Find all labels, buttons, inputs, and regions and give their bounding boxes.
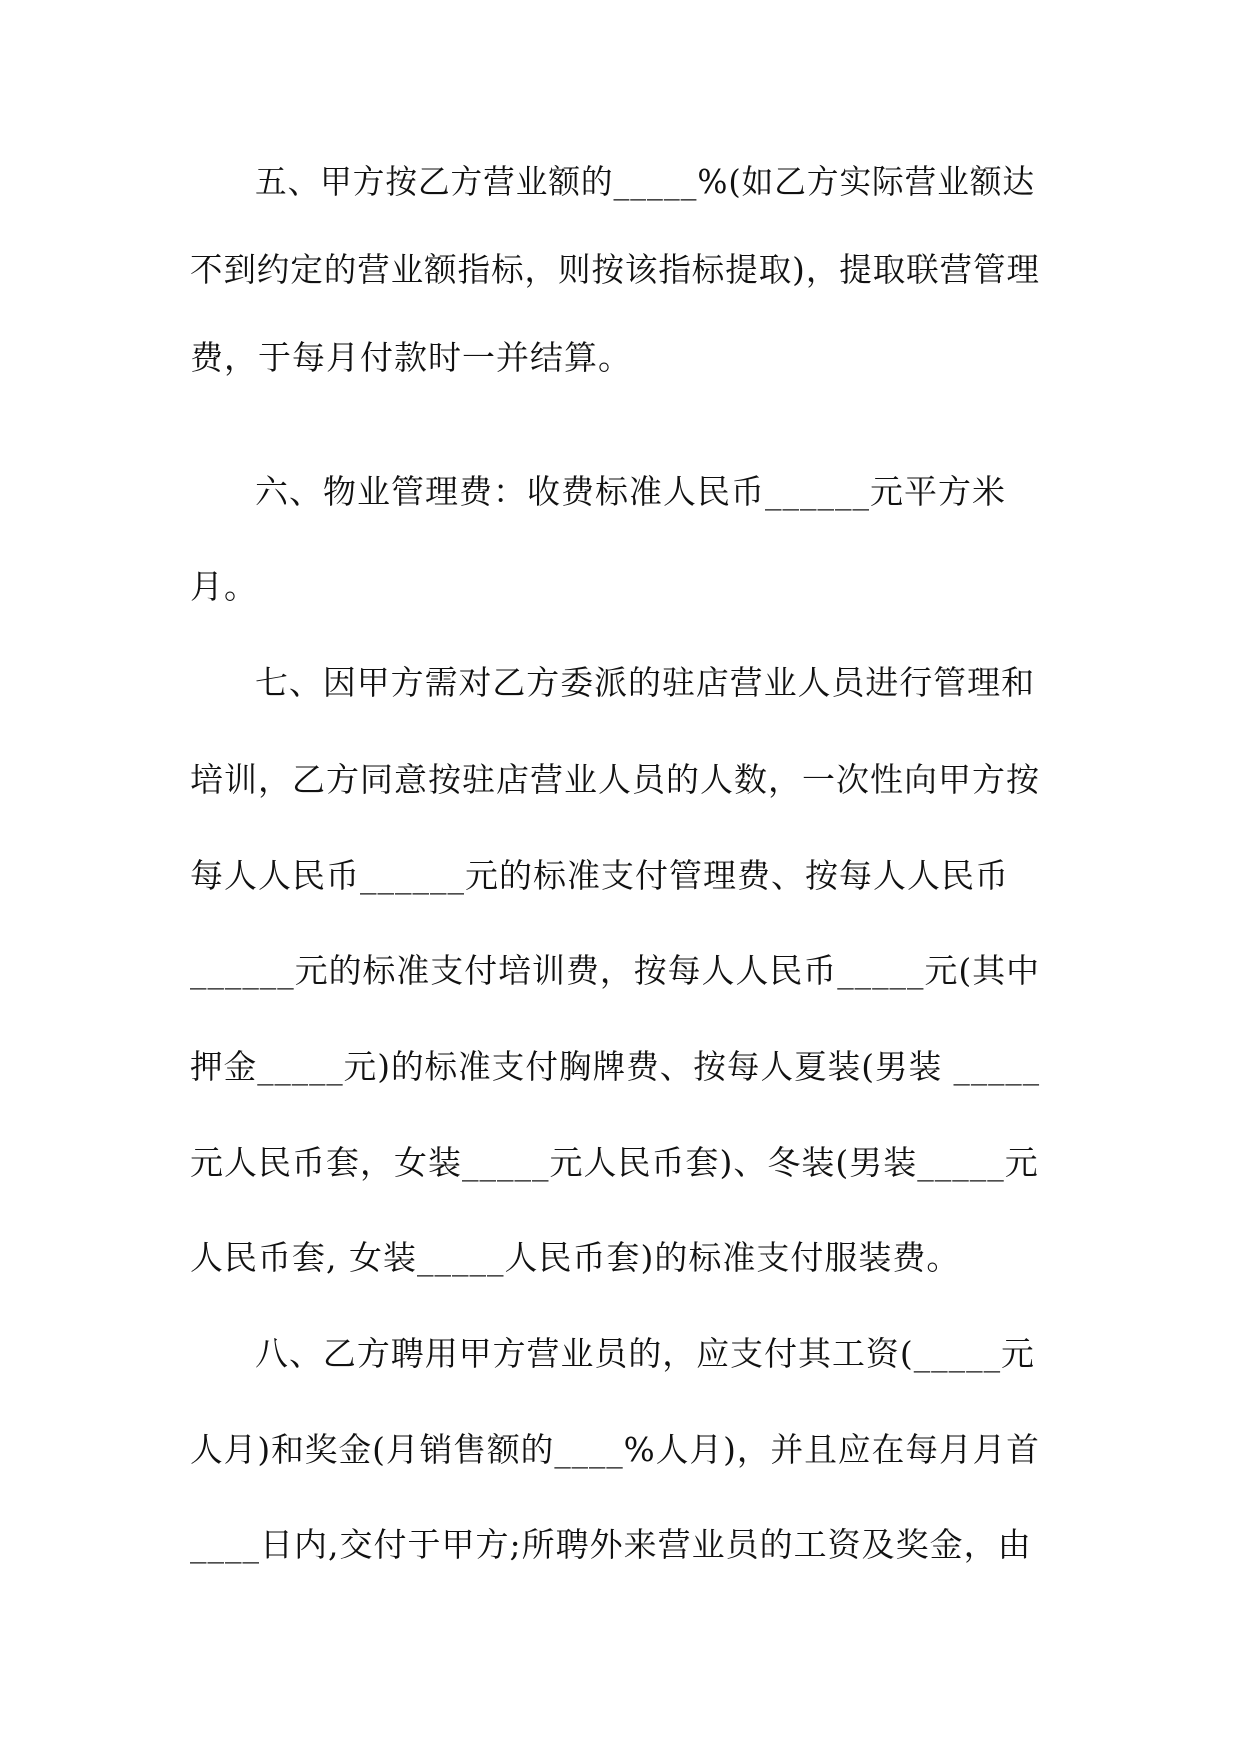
text-line: 每人人民币______元的标准支付管理费、按每人人民币 [190, 856, 1009, 895]
text-line: 费，于每月付款时一并结算。 [190, 338, 632, 377]
text-line: 人民币套, 女装_____人民币套)的标准支付服装费。 [190, 1238, 961, 1277]
text-line: 月。 [190, 567, 258, 606]
text-line: ______元的标准支付培训费，按每人人民币_____元(其中 [190, 951, 1040, 990]
text-line: 押金_____元)的标准支付胸牌费、按每人夏装(男装 _____ [190, 1047, 1040, 1086]
text-line: ____日内,交付于甲方;所聘外来营业员的工资及奖金，由 [190, 1525, 1032, 1564]
text-line: 元人民币套，女装_____元人民币套)、冬装(男装_____元 [190, 1143, 1039, 1182]
text-line: 七、因甲方需对乙方委派的驻店营业人员进行管理和 [255, 663, 1035, 702]
text-line: 不到约定的营业额指标，则按该指标提取)，提取联营管理 [190, 250, 1040, 289]
text-line: 五、甲方按乙方营业额的_____%(如乙方实际营业额达 [255, 162, 1035, 201]
text-line: 六、物业管理费：收费标准人民币______元平方米 [255, 472, 1006, 511]
text-line: 八、乙方聘用甲方营业员的，应支付其工资(_____元 [255, 1334, 1035, 1373]
text-line: 培训，乙方同意按驻店营业人员的人数，一次性向甲方按 [190, 760, 1040, 799]
text-line: 人月)和奖金(月销售额的____%人月)，并且应在每月月首 [190, 1430, 1040, 1469]
